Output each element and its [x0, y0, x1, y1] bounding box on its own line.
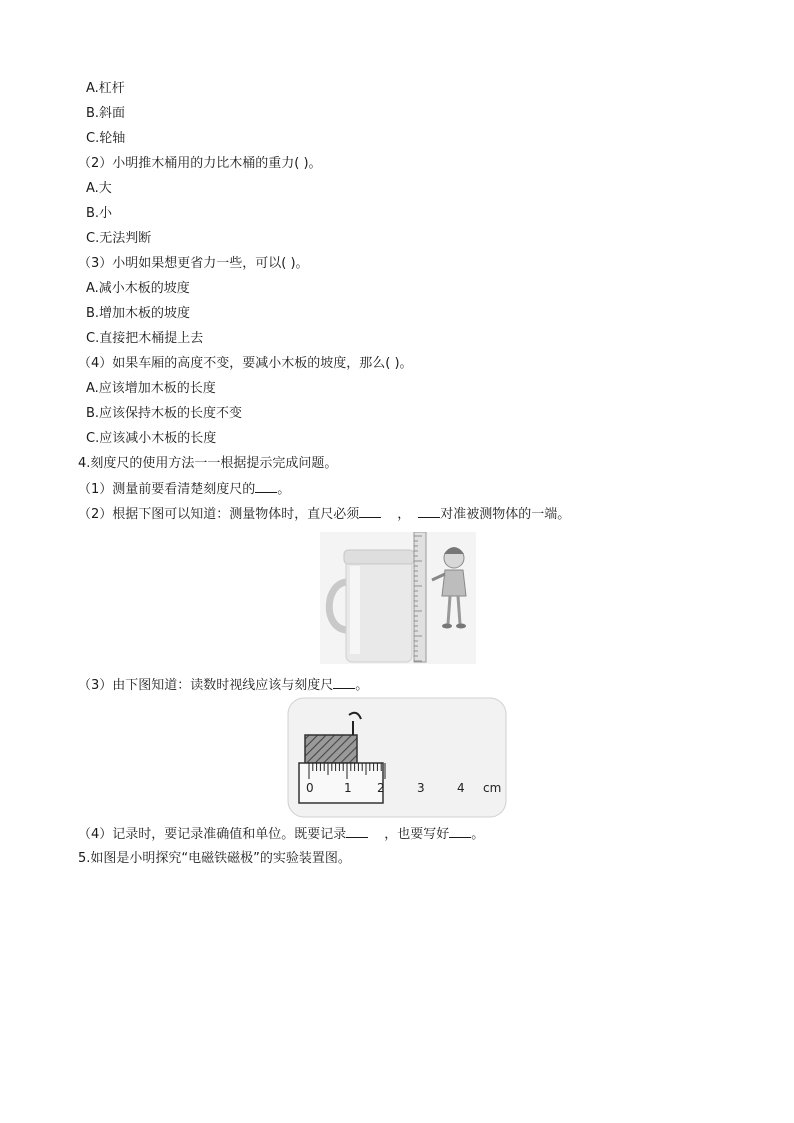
- option-a: A.减小木板的坡度: [86, 281, 190, 296]
- text-segment: （1）测量前要看清楚刻度尺的: [78, 482, 256, 497]
- answer-blank[interactable]: [255, 480, 277, 493]
- text-segment: ，: [397, 507, 411, 522]
- option-b: B.增加木板的坡度: [86, 306, 191, 321]
- option-b: B.斜面: [86, 106, 126, 121]
- cup-measurement-figure: [320, 532, 476, 664]
- text-segment: （3）由下图知道：读数时视线应该与刻度尺: [78, 678, 334, 693]
- question-4-part-1: [78, 480, 290, 499]
- question-stem: （3）小明如果想更省力一些，可以( )。: [78, 256, 309, 271]
- answer-blank[interactable]: [346, 825, 368, 838]
- text-segment: 。: [277, 482, 291, 497]
- answer-blank[interactable]: [449, 825, 471, 838]
- text-segment: 。: [355, 678, 369, 693]
- text-segment: 。: [471, 827, 485, 842]
- option-b: B.应该保持木板的长度不变: [86, 406, 243, 421]
- text-segment: ，也要写好: [384, 827, 450, 842]
- answer-blank[interactable]: [359, 505, 381, 518]
- tick-label-1: 1: [344, 781, 352, 795]
- option-a: A.杠杆: [86, 81, 125, 96]
- answer-blank[interactable]: [333, 676, 355, 689]
- question-4-part-4: [78, 825, 484, 844]
- question-stem: （2）小明推木桶用的力比木桶的重力( )。: [78, 156, 322, 171]
- text-segment: 对准被测物体的一端。: [440, 507, 571, 522]
- question-stem: （4）如果车厢的高度不变，要减小木板的坡度，那么( )。: [78, 356, 413, 371]
- tick-label-3: 3: [417, 781, 425, 795]
- tick-label-4: 4: [457, 781, 465, 795]
- option-a: A.大: [86, 181, 112, 196]
- option-a: A.应该增加木板的长度: [86, 381, 216, 396]
- tick-label-0: 0: [306, 781, 314, 795]
- question-4-part-3: [78, 676, 368, 695]
- option-c: C.应该减小木板的长度: [86, 431, 217, 446]
- option-c: C.直接把木桶提上去: [86, 331, 204, 346]
- tick-label-2: 2: [377, 781, 385, 795]
- text-segment: （4）记录时，要记录准确值和单位。既要记录: [78, 827, 347, 842]
- answer-blank[interactable]: [418, 505, 440, 518]
- ruler-illustration: [287, 697, 507, 818]
- question-4-title: 4.刻度尺的使用方法一一根据提示完成问题。: [78, 456, 338, 471]
- option-b: B.小: [86, 206, 113, 221]
- question-4-part-2: [78, 505, 570, 524]
- option-c: C.无法判断: [86, 231, 152, 246]
- cup-ruler-illustration: [320, 532, 476, 664]
- option-c: C.轮轴: [86, 131, 126, 146]
- ruler-reading-figure: [287, 697, 507, 818]
- question-5-title: 5.如图是小明探究“电磁铁磁极”的实验装置图。: [78, 851, 351, 866]
- text-segment: （2）根据下图可以知道：测量物体时，直尺必须: [78, 507, 360, 522]
- unit-label: cm: [483, 781, 502, 795]
